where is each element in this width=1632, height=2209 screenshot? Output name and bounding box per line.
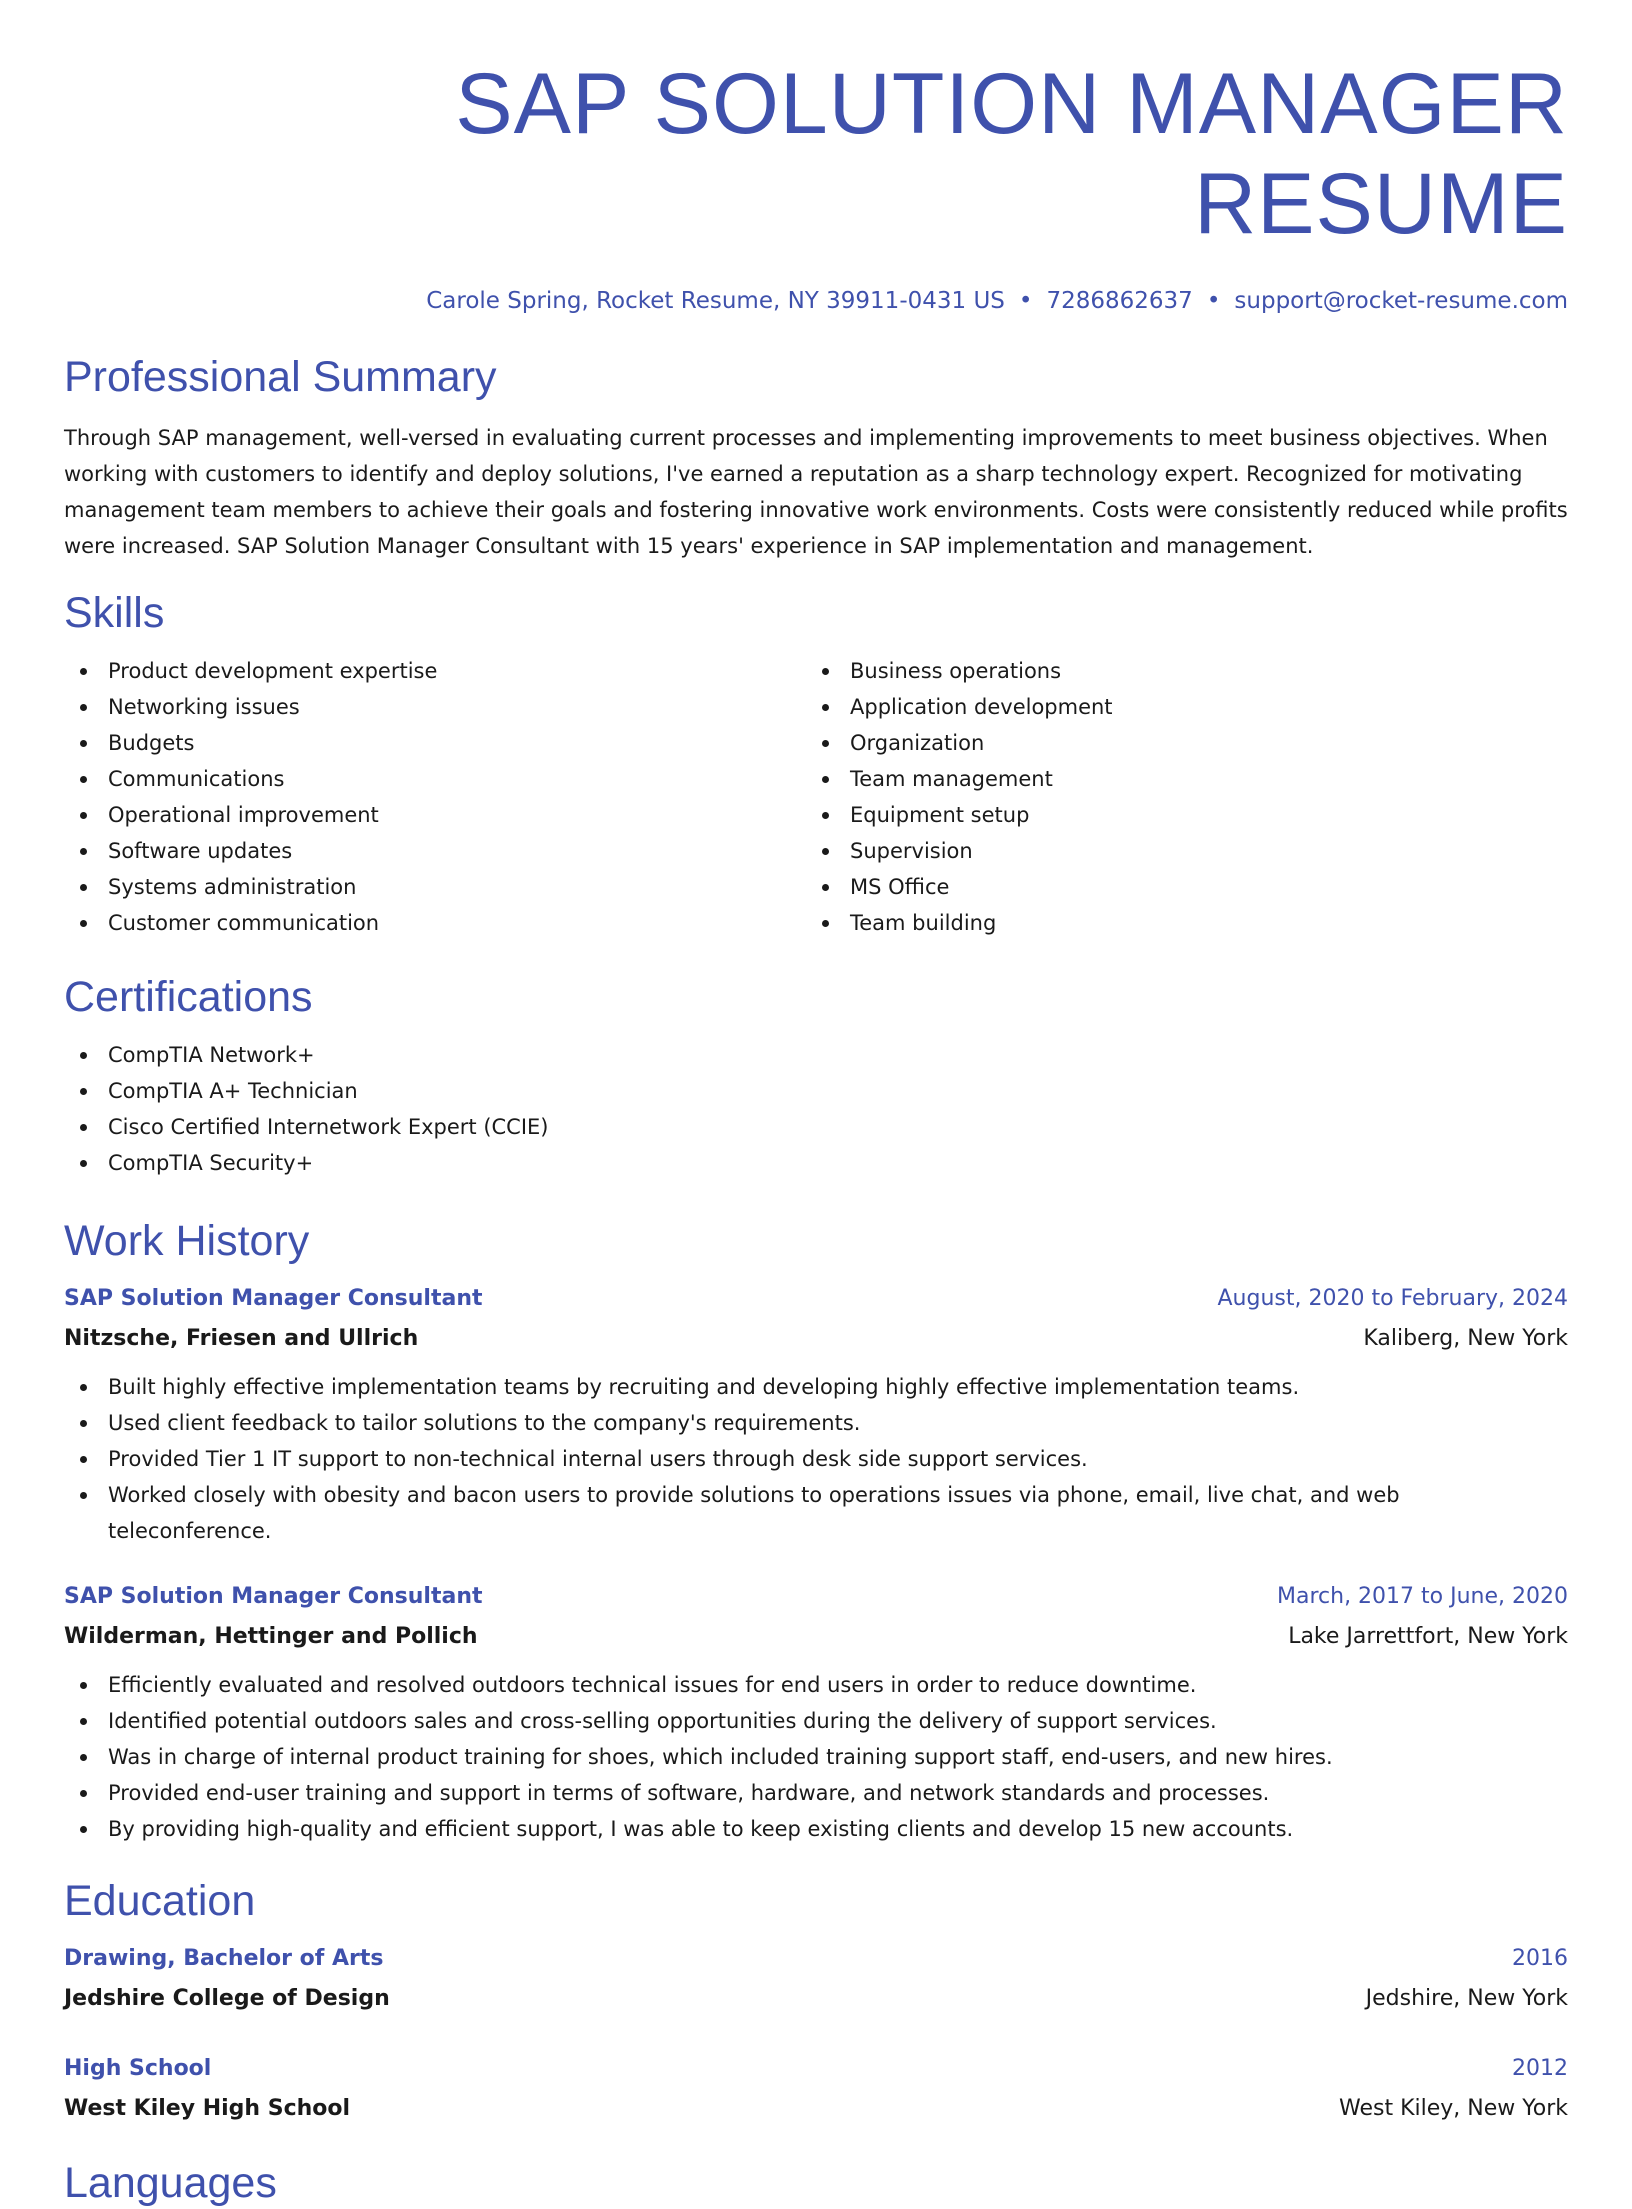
resume-header [64, 0, 1568, 318]
contact-address: Carole Spring, Rocket Resume, NY 39911-0431 US [426, 288, 1005, 314]
job-bullet: Was in charge of internal product training for shoes, which included training support staff, end-users, and new hires. [64, 1739, 1568, 1775]
education-header-row [64, 1939, 1568, 1979]
job-bullet: Worked closely with obesity and bacon users to provide solutions to operations issues via phone, email, live chat, and web teleconference. [64, 1477, 1568, 1549]
skill-item: Operational improvement [64, 797, 806, 833]
job-role: SAP Solution Manager Consultant [64, 1584, 483, 1609]
resume-title: SAP SOLUTION MANAGER RESUME [455, 56, 1568, 252]
section-heading-certifications: Certifications [64, 973, 313, 1021]
education-header-row [64, 2049, 1568, 2089]
education-entry [64, 2049, 1568, 2129]
job-company: Wilderman, Hettinger and Pollich [64, 1624, 478, 1649]
skill-item: Team management [806, 761, 1568, 797]
job-role: SAP Solution Manager Consultant [64, 1286, 483, 1311]
education-location: Jedshire, New York [1365, 1986, 1568, 2011]
job-bullet: Efficiently evaluated and resolved outdoors technical issues for end users in order to reduce downtime. [64, 1667, 1568, 1703]
education-entry [64, 1939, 1568, 2019]
skill-item: Customer communication [64, 905, 806, 941]
job-bullet: Built highly effective implementation teams by recruiting and developing highly effective implementation teams. [64, 1369, 1568, 1405]
contact-line [64, 284, 1568, 318]
certifications-list [64, 1037, 1568, 1181]
skill-item: Supervision [806, 833, 1568, 869]
certifications-section [64, 971, 1568, 1181]
job-bullets [64, 1369, 1568, 1549]
education-degree: Drawing, Bachelor of Arts [64, 1946, 384, 1971]
section-heading-work-history: Work History [64, 1217, 310, 1265]
education-location: West Kiley, New York [1338, 2096, 1568, 2121]
skill-item: Networking issues [64, 689, 806, 725]
skill-item: Team building [806, 905, 1568, 941]
job-bullet: Used client feedback to tailor solutions to the company's requirements. [64, 1405, 1568, 1441]
contact-email: support@rocket-resume.com [1234, 288, 1568, 314]
skills-list-right [806, 653, 1568, 941]
certification-item: Cisco Certified Internetwork Expert (CCIE) [64, 1109, 1568, 1145]
skills-columns [64, 653, 1568, 941]
contact-separator: • [1018, 288, 1033, 314]
job-company-row [64, 1319, 1568, 1359]
education-degree: High School [64, 2056, 212, 2081]
certification-item: CompTIA A+ Technician [64, 1073, 1568, 1109]
contact-phone: 7286862637 [1046, 288, 1193, 314]
skill-item: Equipment setup [806, 797, 1568, 833]
education-school-row [64, 2089, 1568, 2129]
education-year: 2012 [1512, 2056, 1568, 2081]
job-location: Kaliberg, New York [1363, 1326, 1568, 1351]
job-header-row [64, 1279, 1568, 1319]
job-bullet: Provided Tier 1 IT support to non-technical internal users through desk side support services. [64, 1441, 1568, 1477]
skill-item: Application development [806, 689, 1568, 725]
education-year: 2016 [1512, 1946, 1568, 1971]
skill-item: Product development expertise [64, 653, 806, 689]
work-history-section [64, 1215, 1568, 1847]
section-heading-languages: Languages [64, 2159, 277, 2207]
certification-item: CompTIA Security+ [64, 1145, 1568, 1181]
education-school: West Kiley High School [64, 2096, 351, 2121]
contact-separator: • [1206, 288, 1221, 314]
languages-section [64, 2157, 1568, 2209]
skill-item: Communications [64, 761, 806, 797]
job-company: Nitzsche, Friesen and Ullrich [64, 1326, 419, 1351]
job-location: Lake Jarrettfort, New York [1288, 1624, 1568, 1649]
section-heading-skills: Skills [64, 589, 165, 637]
skill-item: Systems administration [64, 869, 806, 905]
summary-text: Through SAP management, well-versed in evaluating current processes and implementing improvements to meet business objectives. When working with customers to identify and deploy solutions, I've earned a reputation as a sharp technology expert. Recognized for motivating management team members to achieve their goals and fostering innovative work environments. Costs were consistently reduced while profits were increased. SAP Solution Manager Consultant with 15 years' experience in SAP implementation and management. [64, 426, 1568, 558]
skills-section [64, 587, 1568, 941]
skill-item: Business operations [806, 653, 1568, 689]
skill-item: Organization [806, 725, 1568, 761]
certification-item: CompTIA Network+ [64, 1037, 1568, 1073]
job-entry [64, 1577, 1568, 1847]
skills-list-left [64, 653, 806, 941]
job-header-row [64, 1577, 1568, 1617]
section-heading-education: Education [64, 1877, 256, 1925]
professional-summary-section [64, 351, 1568, 564]
skill-item: Software updates [64, 833, 806, 869]
education-school-row [64, 1979, 1568, 2019]
job-dates: August, 2020 to February, 2024 [1217, 1286, 1568, 1311]
job-bullet: By providing high-quality and efficient support, I was able to keep existing clients and develop 15 new accounts. [64, 1811, 1568, 1847]
education-section [64, 1875, 1568, 2129]
education-school: Jedshire College of Design [64, 1986, 390, 2011]
skill-item: MS Office [806, 869, 1568, 905]
job-entry [64, 1279, 1568, 1549]
job-bullet: Identified potential outdoors sales and cross-selling opportunities during the delivery of support services. [64, 1703, 1568, 1739]
section-heading-summary: Professional Summary [64, 353, 497, 401]
skill-item: Budgets [64, 725, 806, 761]
job-bullets [64, 1667, 1568, 1847]
job-dates: March, 2017 to June, 2020 [1277, 1584, 1568, 1609]
job-company-row [64, 1617, 1568, 1657]
job-bullet: Provided end-user training and support in terms of software, hardware, and network standards and processes. [64, 1775, 1568, 1811]
